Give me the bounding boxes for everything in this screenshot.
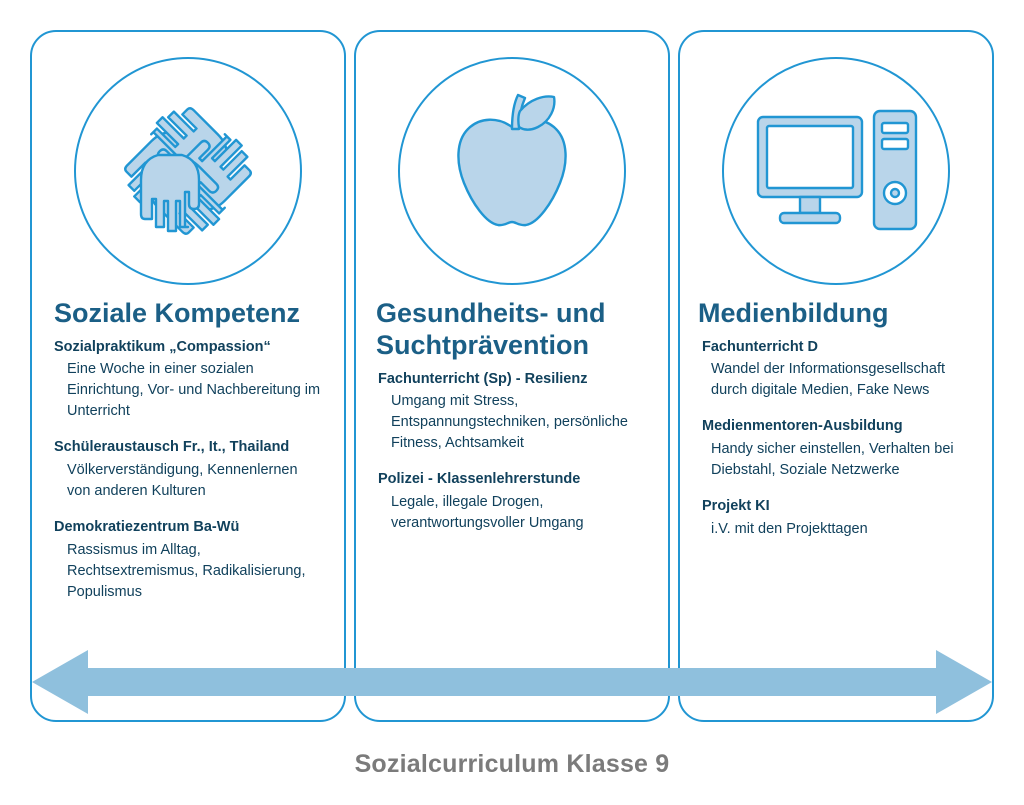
- entry-body: Wandel der Informationsgesellschaft durch digitale Medien, Fake News: [711, 361, 945, 399]
- entry-list: [356, 364, 668, 534]
- column-container: [30, 30, 994, 722]
- entry-item: [54, 518, 324, 603]
- entry-heading: Fachunterricht (Sp) - Resilienz: [378, 370, 588, 387]
- entry-heading: Demokratiezentrum Ba-Wü: [54, 519, 240, 536]
- icon-wrap-2: [356, 32, 668, 282]
- entry-item: [702, 497, 972, 540]
- icon-wrap-3: [680, 32, 992, 282]
- card-soziale-kompetenz: [30, 30, 346, 722]
- entry-body: Eine Woche in einer sozialen Einrichtung, Vor- und Nachbereitung im Unterricht: [67, 361, 321, 420]
- card-title: Gesundheits- und Suchtprävention: [376, 298, 606, 360]
- entry-body: Völkerverständigung, Kennenlernen von anderen Kulturen: [67, 462, 298, 500]
- entry-item: [54, 438, 324, 502]
- entry-heading: Projekt KI: [702, 498, 770, 515]
- entry-heading: Medienmentoren-Ausbildung: [702, 418, 903, 435]
- entry-item: [702, 338, 972, 402]
- card-title: Medienbildung: [698, 298, 889, 328]
- entry-heading: Fachunterricht D: [702, 338, 819, 355]
- entry-item: [54, 338, 324, 423]
- entry-item: [378, 470, 648, 534]
- card-title: Soziale Kompetenz: [54, 298, 301, 328]
- entry-body: Handy sicher einstellen, Verhalten bei Diebstahl, Soziale Netzwerke: [711, 441, 954, 479]
- entry-item: [378, 370, 648, 455]
- icon-wrap-1: [32, 32, 344, 282]
- entry-heading: Sozialpraktikum „Compassion“: [54, 338, 271, 355]
- entry-body: Umgang mit Stress, Entspannungstechniken, persönliche Fitness, Achtsamkeit: [391, 393, 628, 452]
- entry-list: [680, 332, 992, 540]
- entry-heading: Polizei - Klassenlehrerstunde: [378, 471, 581, 488]
- entry-body: Rassismus im Alltag, Rechtsextremismus, Radikalisierung, Populismus: [67, 541, 306, 600]
- entry-item: [702, 417, 972, 481]
- computer-circle-icon: [722, 57, 950, 285]
- apple-circle-icon: [398, 57, 626, 285]
- card-gesundheits-und-suchtpraevention: [354, 30, 670, 722]
- entry-list: [32, 332, 344, 603]
- card-medienbildung: [678, 30, 994, 722]
- hands-circle-icon: [74, 57, 302, 285]
- entry-body: Legale, illegale Drogen, verantwortungsvoller Umgang: [391, 493, 584, 531]
- entry-heading: Schüleraustausch Fr., It., Thailand: [54, 439, 290, 456]
- entry-body: i.V. mit den Projekttagen: [711, 520, 868, 537]
- page-caption: Sozialcurriculum Klasse 9: [354, 750, 670, 778]
